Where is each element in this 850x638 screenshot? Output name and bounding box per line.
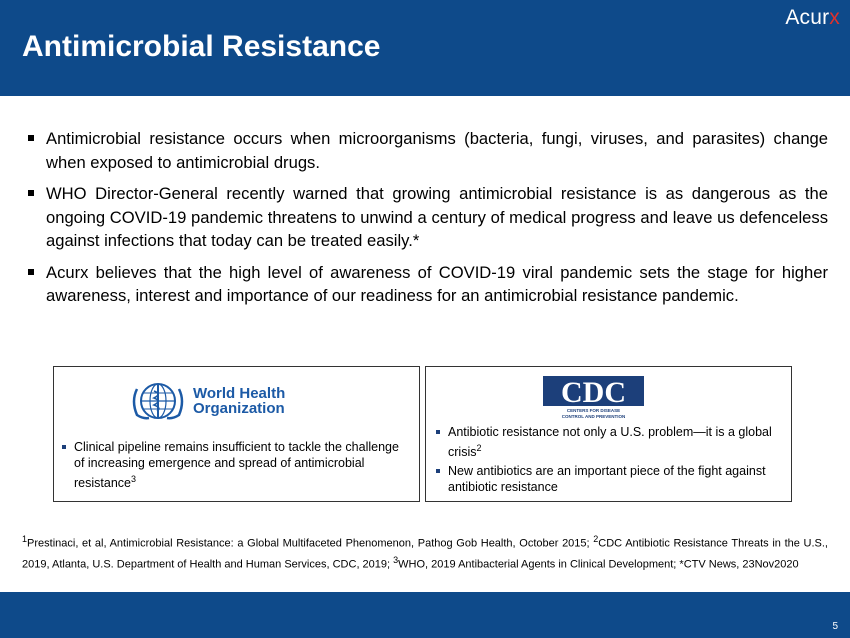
bullet-text: WHO Director-General recently warned that growing antimicrobial resistance is as dangerous as the ongoing COVID-19 pandemic threatens to unwind a century of medical progress and leave us defenceless against infections that today can be treated easily.*	[46, 184, 828, 250]
footnote-sup: 1	[22, 534, 28, 544]
who-bullet-text: Clinical pipeline remains insufficient to tackle the challenge of increasing emergence and spread of antimicrobial resistance	[74, 440, 399, 491]
footnote	[22, 531, 828, 572]
who-logo-line1: World Health	[193, 385, 286, 402]
who-bullet-item	[60, 439, 400, 491]
footnote-text: WHO, 2019 Antibacterial Agents in Clinical Development;	[398, 558, 680, 571]
bullet-item	[28, 182, 828, 253]
who-bullet-list	[60, 439, 400, 491]
cdc-box	[425, 366, 792, 502]
bullet-item	[28, 127, 828, 174]
cdc-logo-subtitle-2: CONTROL AND PREVENTION	[561, 414, 626, 419]
who-box	[53, 366, 420, 502]
logo-accent-text: x	[829, 6, 840, 29]
logo-main-text: Acur	[785, 6, 830, 29]
footnote-text: CDC Antibiotic Resistance Threats in the U.S., 2019, Atlanta, U.S. Department of Health and Human Services, CDC, 2019;	[22, 537, 828, 571]
cdc-logo-letters: CDC	[561, 376, 626, 409]
footnote-ref: 3	[130, 474, 136, 484]
cdc-bullet-item	[434, 463, 779, 495]
bullet-text: Acurx believes that the high level of awareness of COVID-19 viral pandemic sets the stage for higher awareness, interest and importance of our readiness for an antimicrobial resistance pandemic.	[46, 262, 828, 305]
who-emblem-icon	[129, 381, 187, 421]
footnote-ref: 2	[476, 443, 482, 453]
bullet-square-icon	[62, 445, 66, 449]
main-bullet-list	[28, 127, 828, 316]
footnote-text: Prestinaci, et al, Antimicrobial Resistance: a Global Multifaceted Phenomenon, Pathog Gob Health, October 2015;	[27, 537, 594, 550]
bullet-square-icon	[436, 469, 440, 473]
footnote-sup: 3	[393, 554, 399, 565]
bullet-square-icon	[28, 269, 34, 275]
page-number: 5	[832, 621, 838, 632]
cdc-bullet-text: Antibiotic resistance not only a U.S. problem—it is a global crisis	[448, 425, 772, 460]
footnote-text: *CTV News, 23Nov2020	[679, 558, 799, 571]
who-logo	[129, 381, 285, 421]
footnote-sup: 2	[593, 534, 599, 544]
cdc-bullet-item	[434, 424, 779, 460]
bullet-item	[28, 261, 828, 308]
acurx-logo	[785, 6, 840, 30]
who-logo-text	[193, 386, 285, 416]
cdc-bullet-text: New antibiotics are an important piece of the fight against antibiotic resistance	[448, 464, 766, 495]
footer-bar	[0, 592, 850, 638]
bullet-square-icon	[28, 135, 34, 141]
bullet-square-icon	[28, 190, 34, 196]
bullet-text: Antimicrobial resistance occurs when microorganisms (bacteria, fungi, viruses, and parasites) change when exposed to antimicrobial drugs.	[46, 129, 828, 172]
bullet-square-icon	[436, 430, 440, 434]
header-bar	[0, 0, 850, 96]
page-title: Antimicrobial Resistance	[22, 30, 381, 63]
cdc-logo-icon	[543, 376, 644, 419]
cdc-logo-subtitle-1: CENTERS FOR DISEASE	[566, 408, 621, 413]
cdc-bullet-list	[434, 424, 779, 498]
who-logo-line2: Organization	[193, 400, 285, 417]
